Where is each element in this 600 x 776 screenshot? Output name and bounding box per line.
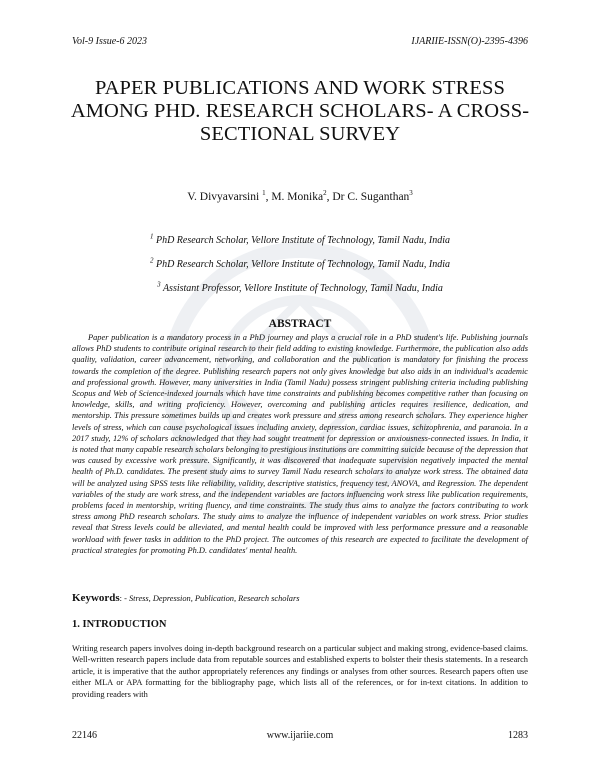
keywords-label: Keywords (72, 592, 120, 604)
keywords-separator: : - (119, 594, 129, 603)
header-volume: Vol-9 Issue-6 2023 (72, 36, 147, 47)
affiliation-text: PhD Research Scholar, Vellore Institute of Technology, Tamil Nadu, India (155, 235, 451, 246)
introduction-text: Writing research papers involves doing in-depth background research on a particular subject and making strong, evidence-based claims. Well-written research papers include data from reputable sources and established experts to bolster their thesis statements. In a research article, it is imperative that the author appropriately references any findings or analyses from other sources. Research papers often use either MLA or APA formatting for the bibliography page, which lists all of the references, or for in-text citations. In addition to providing readers with (72, 644, 528, 699)
author-sup: 1 (262, 189, 266, 198)
author-name: Dr C. Suganthan (332, 191, 410, 203)
paper-title: PAPER PUBLICATIONS AND WORK STRESS AMONG PHD. RESEARCH SCHOLARS- A CROSS-SECTIONAL SURVEY (70, 77, 530, 145)
keywords-line (72, 592, 528, 604)
page-number: 1283 (508, 730, 528, 741)
abstract-text: Paper publication is a mandatory process in a PhD journey and plays a crucial role in a PhD student's life. Publishing journals allows PhD students to contribute original research to their field adding to existing knowledge. Furthermore, the publication also adds quality, validation, career advancement, networking, and collaboration and the publication is mandatory for finishing the process towards the completion of the degree. Publishing research papers not only gives knowledge but also aids in an individual's academic and professional growth. However, many universities in India (Tamil Nadu) possess stringent publishing criteria including publishing Scopus and Web of Science-indexed journals which have time constraints and publishing becomes competitive rather than focusing on knowledge, skills, and writing proficiency. However, overcoming and publishing articles requires resilience, dedication, and mentorship. This pressure sometimes builds up and creates work pressure and stress among research scholars. They experience higher levels of stress, which can cause psychological issues including anxiety, depression, cardiac issues, schizophrenia, and paranoia. In a 2017 study, 12% of scholars acknowledged that they had sought treatment for depression or anxiousness-connected issues. In India, it is noted that many capable research scholars belonging to prestigious institutions are committing suicide because of the depression that was caused by excessive work pressure. Significantly, it was discovered that inadequate supervision negatively impacted the mental health of Ph.D. candidates. The present study aims to survey Tamil Nadu research scholars to analyze work stress. The obtained data will be analyzed using SPSS tests like reliability, validity, descriptive statistics, frequency test, ANOVA, and Regression. The dependent variables of the study are work stress, and the independent variables are factors influencing work stress like publication requirements, problems faced in mentorship, writing fluency, and time constraints. The study thus aims to analyze the factors contributing to work stress among PhD research scholars. The study aims to analyze the influence of independent variables on work stress. Prior studies reveal that Stress levels could be alleviated, and mental health could be improved with less performance pressure and a reasonable workload with fewer tasks in addition to the PhD project. The outcomes of this research are expected to facilitate the development of practical strategies for promoting Ph.D. candidates' mental health. (72, 333, 528, 555)
affiliation-text: PhD Research Scholar, Vellore Institute of Technology, Tamil Nadu, India (155, 259, 451, 270)
affiliation-sup: 3 (157, 280, 161, 289)
keywords-value: Stress, Depression, Publication, Research scholars (128, 594, 300, 603)
affiliation-text: Assistant Professor, Vellore Institute of Technology, Tamil Nadu, India (162, 283, 443, 294)
footer-website: www.ijariie.com (266, 730, 334, 741)
section-heading-introduction: 1. INTRODUCTION (72, 619, 167, 630)
author-name: V. Divyavarsini (187, 191, 260, 203)
affiliation-3 (0, 280, 600, 294)
affiliation-1 (0, 232, 600, 246)
affiliation-2 (0, 256, 600, 270)
footer-left: 22146 (72, 730, 97, 741)
abstract-heading: ABSTRACT (268, 318, 332, 330)
author-name: M. Monika (271, 191, 324, 203)
affiliation-sup: 2 (149, 256, 154, 265)
header-issn: IJARIIE-ISSN(O)-2395-4396 (411, 36, 528, 47)
author-sup: 2 (323, 189, 327, 198)
author-sup: 3 (409, 189, 413, 198)
affiliation-sup: 1 (149, 232, 154, 241)
author-list: V. Divyavarsini $^1$, M. Monika$^2$, Dr C. Suganthan$^3$ (187, 189, 413, 203)
